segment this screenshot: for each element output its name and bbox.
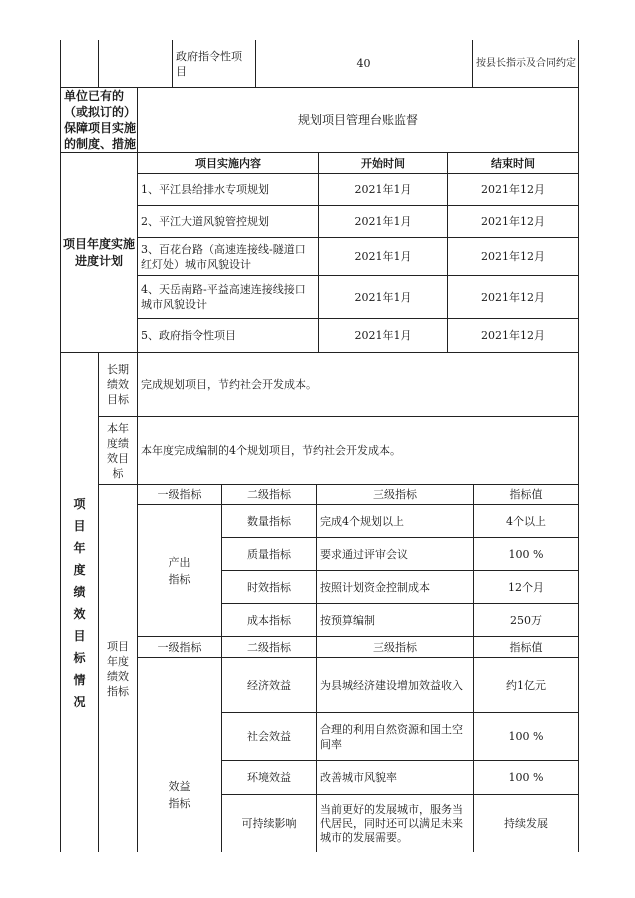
output-indicator-label-text: 产出指标	[168, 555, 191, 586]
indicator-header-level1: 一级指标	[157, 488, 202, 501]
indicator-header-level2: 二级指标	[247, 640, 291, 654]
indicator-header-level3: 三级指标	[373, 488, 417, 501]
indicator-header-value: 指标值	[509, 640, 543, 654]
benefit-indicator-label	[138, 658, 221, 852]
schedule-row-content: 2、平江大道风貌管控规划	[141, 215, 269, 228]
grid-line	[98, 40, 99, 87]
top-row-value: 40	[356, 57, 371, 70]
annual-label-text: 本年度绩效目标	[107, 421, 129, 480]
guarantee-label: 单位已有的（或拟订的）保障项目实施的制度、措施	[64, 89, 137, 151]
indicator-header-level1: 一级指标	[157, 640, 202, 654]
output-value: 100 %	[508, 547, 544, 561]
benefit-value: 100 %	[508, 730, 544, 743]
guarantee-content: 规划项目管理台账监督	[297, 112, 418, 127]
schedule-header-content: 项目实施内容	[195, 156, 261, 170]
schedule-row-end: 2021年12月	[481, 215, 545, 228]
benefit-value: 持续发展	[504, 817, 548, 830]
output-level3: 按预算编制	[320, 613, 375, 627]
indicator-label-text: 项目年度绩效指标	[107, 639, 129, 698]
output-level3: 完成4个规划以上	[320, 514, 404, 528]
schedule-header-start: 开始时间	[361, 156, 405, 170]
output-indicator-label	[138, 505, 221, 636]
schedule-row-start: 2021年1月	[354, 183, 412, 196]
benefit-level2: 可持续影响	[241, 817, 297, 830]
output-level2: 时效指标	[247, 580, 291, 594]
benefit-value: 100 %	[508, 771, 544, 784]
benefit-level2: 经济效益	[247, 678, 291, 692]
schedule-row-start: 2021年1月	[354, 329, 412, 342]
benefit-level3: 改善城市风貌率	[320, 771, 397, 784]
schedule-label: 项目年度实施进度计划	[62, 236, 135, 268]
annual-label	[99, 417, 137, 484]
benefit-level3: 当前更好的发展城市，服务当代居民，同时还可以满足未来城市的发展需要。	[320, 802, 463, 844]
schedule-row-content: 5、政府指令性项目	[141, 329, 236, 342]
benefit-level2: 社会效益	[247, 730, 291, 743]
schedule-row-content: 3、百花台路（高速连接线-隧道口红灯处）城市风貌设计	[141, 242, 306, 271]
benefit-value: 约1亿元	[506, 678, 546, 692]
schedule-row-end: 2021年12月	[481, 329, 545, 342]
output-level2: 成本指标	[247, 613, 291, 627]
top-row-item: 政府指令性项目	[176, 49, 242, 78]
benefit-indicator-label-text: 效益指标	[168, 780, 191, 810]
output-value: 12个月	[508, 580, 544, 594]
grid-line	[316, 484, 317, 852]
indicator-header-level2: 二级指标	[247, 488, 291, 501]
schedule-row-end: 2021年12月	[481, 183, 545, 196]
output-level2: 数量指标	[247, 514, 291, 528]
output-level3: 要求通过评审会议	[320, 547, 408, 561]
output-value: 4个以上	[506, 514, 546, 528]
top-row-note: 按县长指示及合同约定	[476, 57, 576, 69]
indicator-header-level3: 三级指标	[373, 640, 417, 654]
performance-label	[61, 353, 98, 852]
benefit-level3: 为县城经济建设增加效益收入	[320, 678, 463, 692]
long-term-label	[99, 353, 137, 416]
grid-line	[472, 40, 473, 87]
grid-line	[172, 40, 173, 87]
benefit-level3: 合理的利用自然资源和国土空间率	[320, 722, 463, 751]
schedule-row-start: 2021年1月	[354, 250, 412, 263]
schedule-header-end: 结束时间	[491, 156, 535, 170]
schedule-row-end: 2021年12月	[481, 250, 545, 263]
output-level2: 质量指标	[247, 547, 291, 561]
output-level3: 按照计划资金控制成本	[320, 580, 430, 594]
schedule-row-content: 1、平江县给排水专项规划	[141, 183, 269, 196]
annual-text: 本年度完成编制的4个规划项目，节约社会开发成本。	[141, 444, 401, 457]
indicator-header-value: 指标值	[509, 488, 543, 501]
output-value: 250万	[510, 613, 542, 627]
benefit-level2: 环境效益	[247, 771, 291, 784]
long-term-label-text: 长期绩效目标	[107, 363, 129, 406]
performance-label-text: 项目年度绩效目标情况	[73, 496, 86, 709]
schedule-row-start: 2021年1月	[354, 215, 412, 228]
long-term-text: 完成规划项目，节约社会开发成本。	[141, 378, 317, 391]
schedule-row-start: 2021年1月	[354, 290, 412, 304]
schedule-row-content: 4、天岳南路-平益高速连接线接口城市风貌设计	[141, 283, 306, 311]
grid-line	[578, 40, 579, 852]
schedule-row-end: 2021年12月	[481, 290, 545, 304]
indicator-label	[99, 485, 137, 852]
